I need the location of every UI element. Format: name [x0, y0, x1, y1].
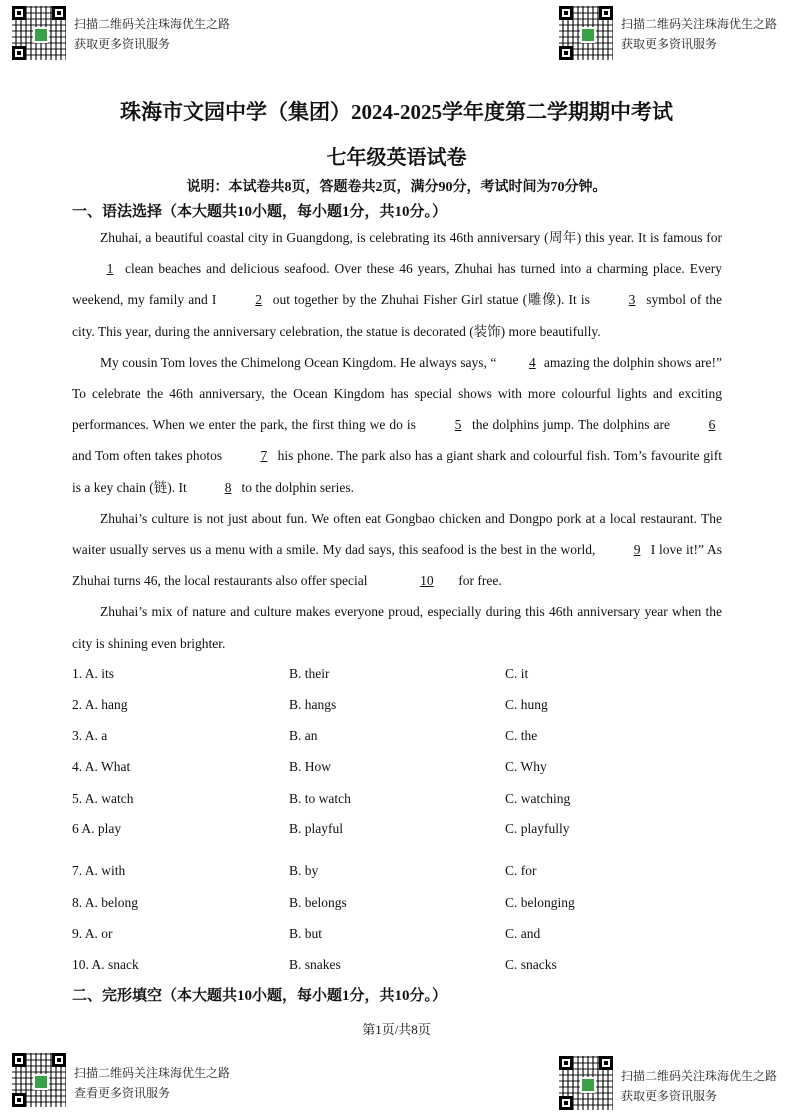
reading-passage [72, 222, 722, 659]
watermark-line1: 扫描二维码关注珠海优生之路 [74, 17, 231, 31]
exam-instructions: 说明：本试卷共8页，答题卷共2页，满分90分，考试时间为70分钟。 [186, 180, 607, 195]
answer-blank: 1 [106, 261, 114, 277]
watermark-text-bottom-left [74, 1063, 230, 1103]
exam-title: 珠海市文园中学（集团）2024-2025学年度第二学期期中考试 [120, 100, 673, 124]
option-b: B. an [289, 728, 318, 743]
watermark-line1: 扫描二维码关注珠海优生之路 [74, 1066, 231, 1080]
watermark-text-top-left [74, 14, 230, 54]
option-c: C. playfully [505, 821, 570, 836]
passage-text: My cousin Tom loves the Chimelong Ocean Kingdom. He always says, “ [100, 354, 497, 370]
passage-text: Zhuhai’s culture is not just about fun. We often eat Gongbao chicken and Dongpo pork at a local restaurant. The waiter usually serves us a menu with a smile. My dad says, this seafood is the best in the world, [72, 510, 722, 558]
option-b: B. snakes [289, 957, 341, 972]
option-c: C. Why [505, 759, 547, 774]
answer-blank: 7 [260, 448, 268, 464]
option-c: C. and [505, 926, 541, 941]
option-b: B. by [289, 863, 319, 878]
qr-code-icon [559, 6, 613, 60]
option-b: B. How [289, 759, 332, 774]
passage-text: clean beaches and delicious seafood. Over these 46 years, Zhuhai has turned into a charming place. Every weekend, my family and I [72, 261, 722, 308]
option-a: 4. A. What [72, 759, 131, 774]
watermark-line2: 获取更多资讯服务 [74, 37, 171, 51]
passage-text: symbol of the city. This year, during the anniversary celebration, the statue is decorated (装饰) more beautifully. [72, 292, 722, 339]
option-a: 2. A. hang [72, 697, 128, 712]
answer-blank: 8 [224, 479, 232, 495]
answer-blank: 10 [420, 573, 434, 589]
watermark-text-top-right [621, 14, 777, 54]
watermark-line1: 扫描二维码关注珠海优生之路 [621, 1069, 778, 1083]
option-a: 5. A. watch [72, 791, 134, 806]
option-a: 8. A. belong [72, 895, 138, 910]
qr-code-icon [12, 1053, 66, 1107]
passage-text: for free. [454, 573, 502, 589]
qr-code-icon [559, 1056, 613, 1110]
qr-code-icon [12, 6, 66, 60]
option-c: C. hung [505, 697, 548, 712]
option-c: C. belonging [505, 895, 575, 910]
answer-blank: 6 [708, 417, 716, 433]
passage-text: his phone. The park also has a giant shark and colourful fish. Tom’s favourite gift is a key chain (链). It [72, 448, 722, 495]
page-number: 第1页/共8页 [362, 1022, 431, 1037]
option-c: C. it [505, 666, 529, 681]
answer-blank: 3 [628, 292, 636, 308]
watermark-line1: 扫描二维码关注珠海优生之路 [621, 17, 778, 31]
answer-blank: 2 [255, 292, 262, 308]
option-b: B. belongs [289, 895, 347, 910]
option-b: B. their [289, 666, 330, 681]
watermark-line2: 获取更多资讯服务 [621, 1089, 718, 1103]
exam-subtitle: 七年级英语试卷 [326, 147, 467, 169]
passage-text: Zhuhai, a beautiful coastal city in Guangdong, is celebrating its 46th anniversary (周年) this year. It is famous for [100, 230, 722, 245]
passage-text: out together by the Zhuhai Fisher Girl statue (雕像). It is [268, 292, 595, 308]
option-c: C. watching [505, 791, 571, 806]
passage-text: and Tom often takes photos [72, 448, 226, 464]
passage-paragraph [72, 222, 722, 347]
option-c: C. for [505, 863, 537, 878]
option-c: C. snacks [505, 957, 557, 972]
section-heading-grammar: 一、语法选择（本大题共10小题，每小题1分，共10分。） [72, 204, 448, 220]
passage-paragraph [72, 503, 722, 597]
option-b: B. hangs [289, 697, 337, 712]
option-a: 3. A. a [72, 728, 108, 743]
watermark-line2: 获取更多资讯服务 [621, 37, 718, 51]
passage-text: the dolphins jump. The dolphins are [467, 417, 674, 433]
option-b: B. but [289, 926, 323, 941]
option-c: C. the [505, 728, 538, 743]
passage-text: I love it!” As Zhuhai turns 46, the local restaurants also offer special [72, 542, 722, 589]
passage-text: to the dolphin series. [238, 479, 354, 495]
answer-blank: 4 [528, 354, 536, 370]
answer-blank: 5 [454, 417, 462, 433]
watermark-line2: 查看更多资讯服务 [74, 1086, 171, 1100]
answer-blank: 9 [633, 542, 641, 558]
passage-text: amazing the dolphin shows are!” To celebrate the 46th anniversary, the Ocean Kingdom has special shows with more colourful lights and exciting performances. When we enter the park, the first thing we do is [72, 354, 722, 433]
watermark-text-bottom-right [621, 1066, 777, 1106]
option-b: B. to watch [289, 791, 351, 806]
option-a: 9. A. or [72, 926, 113, 941]
option-a: 1. A. its [72, 666, 115, 681]
option-a: 7. A. with [72, 863, 126, 878]
option-b: B. playful [289, 821, 343, 836]
option-a: 6 A. play [72, 821, 122, 836]
passage-paragraph: Zhuhai’s mix of nature and culture makes everyone proud, especially during this 46th anniversary year when the city is shining even brighter. [72, 604, 722, 651]
passage-paragraph [72, 347, 722, 503]
section-heading-cloze: 二、完形填空（本大题共10小题，每小题1分，共10分。） [72, 988, 448, 1004]
option-a: 10. A. snack [72, 957, 139, 972]
